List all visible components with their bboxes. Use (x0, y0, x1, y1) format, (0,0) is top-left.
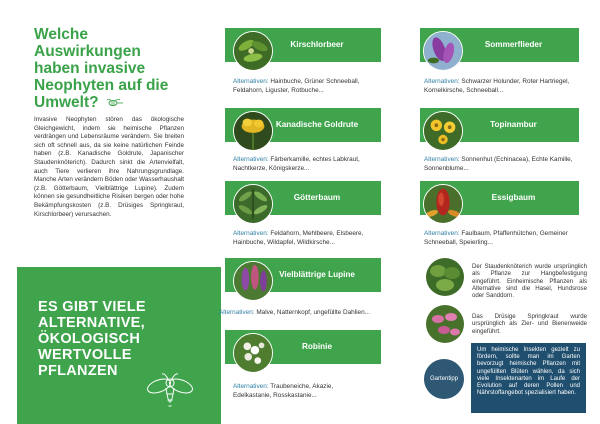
plant-name-bar: Essigbaum (420, 181, 579, 215)
plant-photo (233, 111, 273, 151)
plant-name-bar: Kirschlorbeer (225, 28, 381, 62)
slogan-text: ES GIBT VIELE ALTERNATIVE, ÖKOLOGISCH WERTVOLLE PFLANZEN (38, 299, 146, 379)
bee-doodle-icon (106, 99, 124, 107)
plant-photo (233, 261, 273, 301)
intro-text: Invasive Neophyten stören das ökologische Gleichgewicht, indem sie heimische Pflanzen verdrängen und Lebensräume verändern. Sie breiten sich oft schnell aus, da sie keine natürlichen Feinde haben (z.B. Kanadische Goldrute, Japanischer Staudenknöterich). Dadurch sinkt die Artenvielfalt, auch Tiere verlieren ihre Nahrungsgrundlage. Manche Arten verändern Böden oder Wasserhaushalt (z.B. Götterbaum, Vielblättrige Lupine). Zudem können sie gesundheitliche Risiken bergen oder hohe Bekämpfungskosten (z.B. Drüsiges Springkraut, Kirschlorbeer) verursachen. (34, 116, 184, 218)
plant-photo (423, 184, 463, 224)
springkraut-photo (426, 305, 464, 343)
bee-icon (145, 370, 195, 418)
plant-photo (233, 31, 273, 71)
plant-photo (423, 111, 463, 151)
alternatives-text: Alternativen: Sonnenhut (Echinacea), Echte Kamille, Sonnenblume... (424, 156, 573, 172)
plant-name-bar: Robinie (225, 330, 381, 364)
plant-photo (233, 184, 273, 224)
alternatives-text: Alternativen: Schwarzer Holunder, Roter Hartriegel, Kornelkirsche, Schneeball... (424, 78, 570, 94)
page-headline: Welche Auswirkungen haben invasive Neophyten auf die Umwelt? (34, 26, 169, 111)
alternatives-text: Alternativen: Malve, Natternkopf, ungefüllte Dahlien... (219, 309, 370, 316)
gartentipp-box (471, 343, 586, 413)
gartentipp-badge: Gartentipp (424, 359, 464, 399)
slogan-panel (17, 267, 221, 424)
alternatives-text: Alternativen: Färberkamille, echtes Labkraut, Nachtkerze, Königskerze... (233, 156, 360, 172)
gartentipp-text: Um heimische Insekten gezielt zu fördern, sollte man im Garten bevorzugt heimische Pflanzen mit ungefüllten Blüten wählen, da sich viele Insektenarten im Laufe der Evolution auf deren Pollen und Nährstoffangebot spezialisiert haben. (477, 347, 580, 397)
plant-name-bar: Vielblättrige Lupine (225, 258, 381, 292)
alternatives-text: Alternativen: Traubeneiche, Akazie, Edelkastanie, Rosskastanie... (233, 383, 334, 399)
plant-name-bar: Götterbaum (225, 181, 381, 215)
plant-name-bar: Sommerflieder (420, 28, 579, 62)
alternatives-text: Alternativen: Faulbaum, Pfaffenhütchen, Gemeiner Schneeball, Speierling... (424, 230, 568, 246)
plant-photo (233, 333, 273, 373)
alternatives-text: Alternativen: Feldahorn, Mehlbeere, Elsbeere, Hainbuche, Wildapfel, Wildkirsche... (233, 230, 364, 246)
alternatives-text: Alternativen: Hainbuche, Grüner Schneeball, Feldahorn, Liguster, Rotbuche... (233, 78, 360, 94)
springkraut-info: Das Drüsige Springkraut wurde ursprünglich als Zier- und Bienenweide eingeführt. (472, 313, 587, 335)
plant-name-bar: Topinambur (420, 108, 579, 142)
plant-photo (423, 31, 463, 71)
staudenknoeterich-photo (426, 258, 464, 296)
staudenknoeterich-info: Der Staudenknöterich wurde ursprünglich als Pflanze zur Hangbefestigung eingeführt. Einheimische Pflanzen als Alternative sind die Hasel, Hundsrose oder Sanddorn. (472, 263, 587, 300)
plant-name-bar: Kanadische Goldrute (225, 108, 381, 142)
